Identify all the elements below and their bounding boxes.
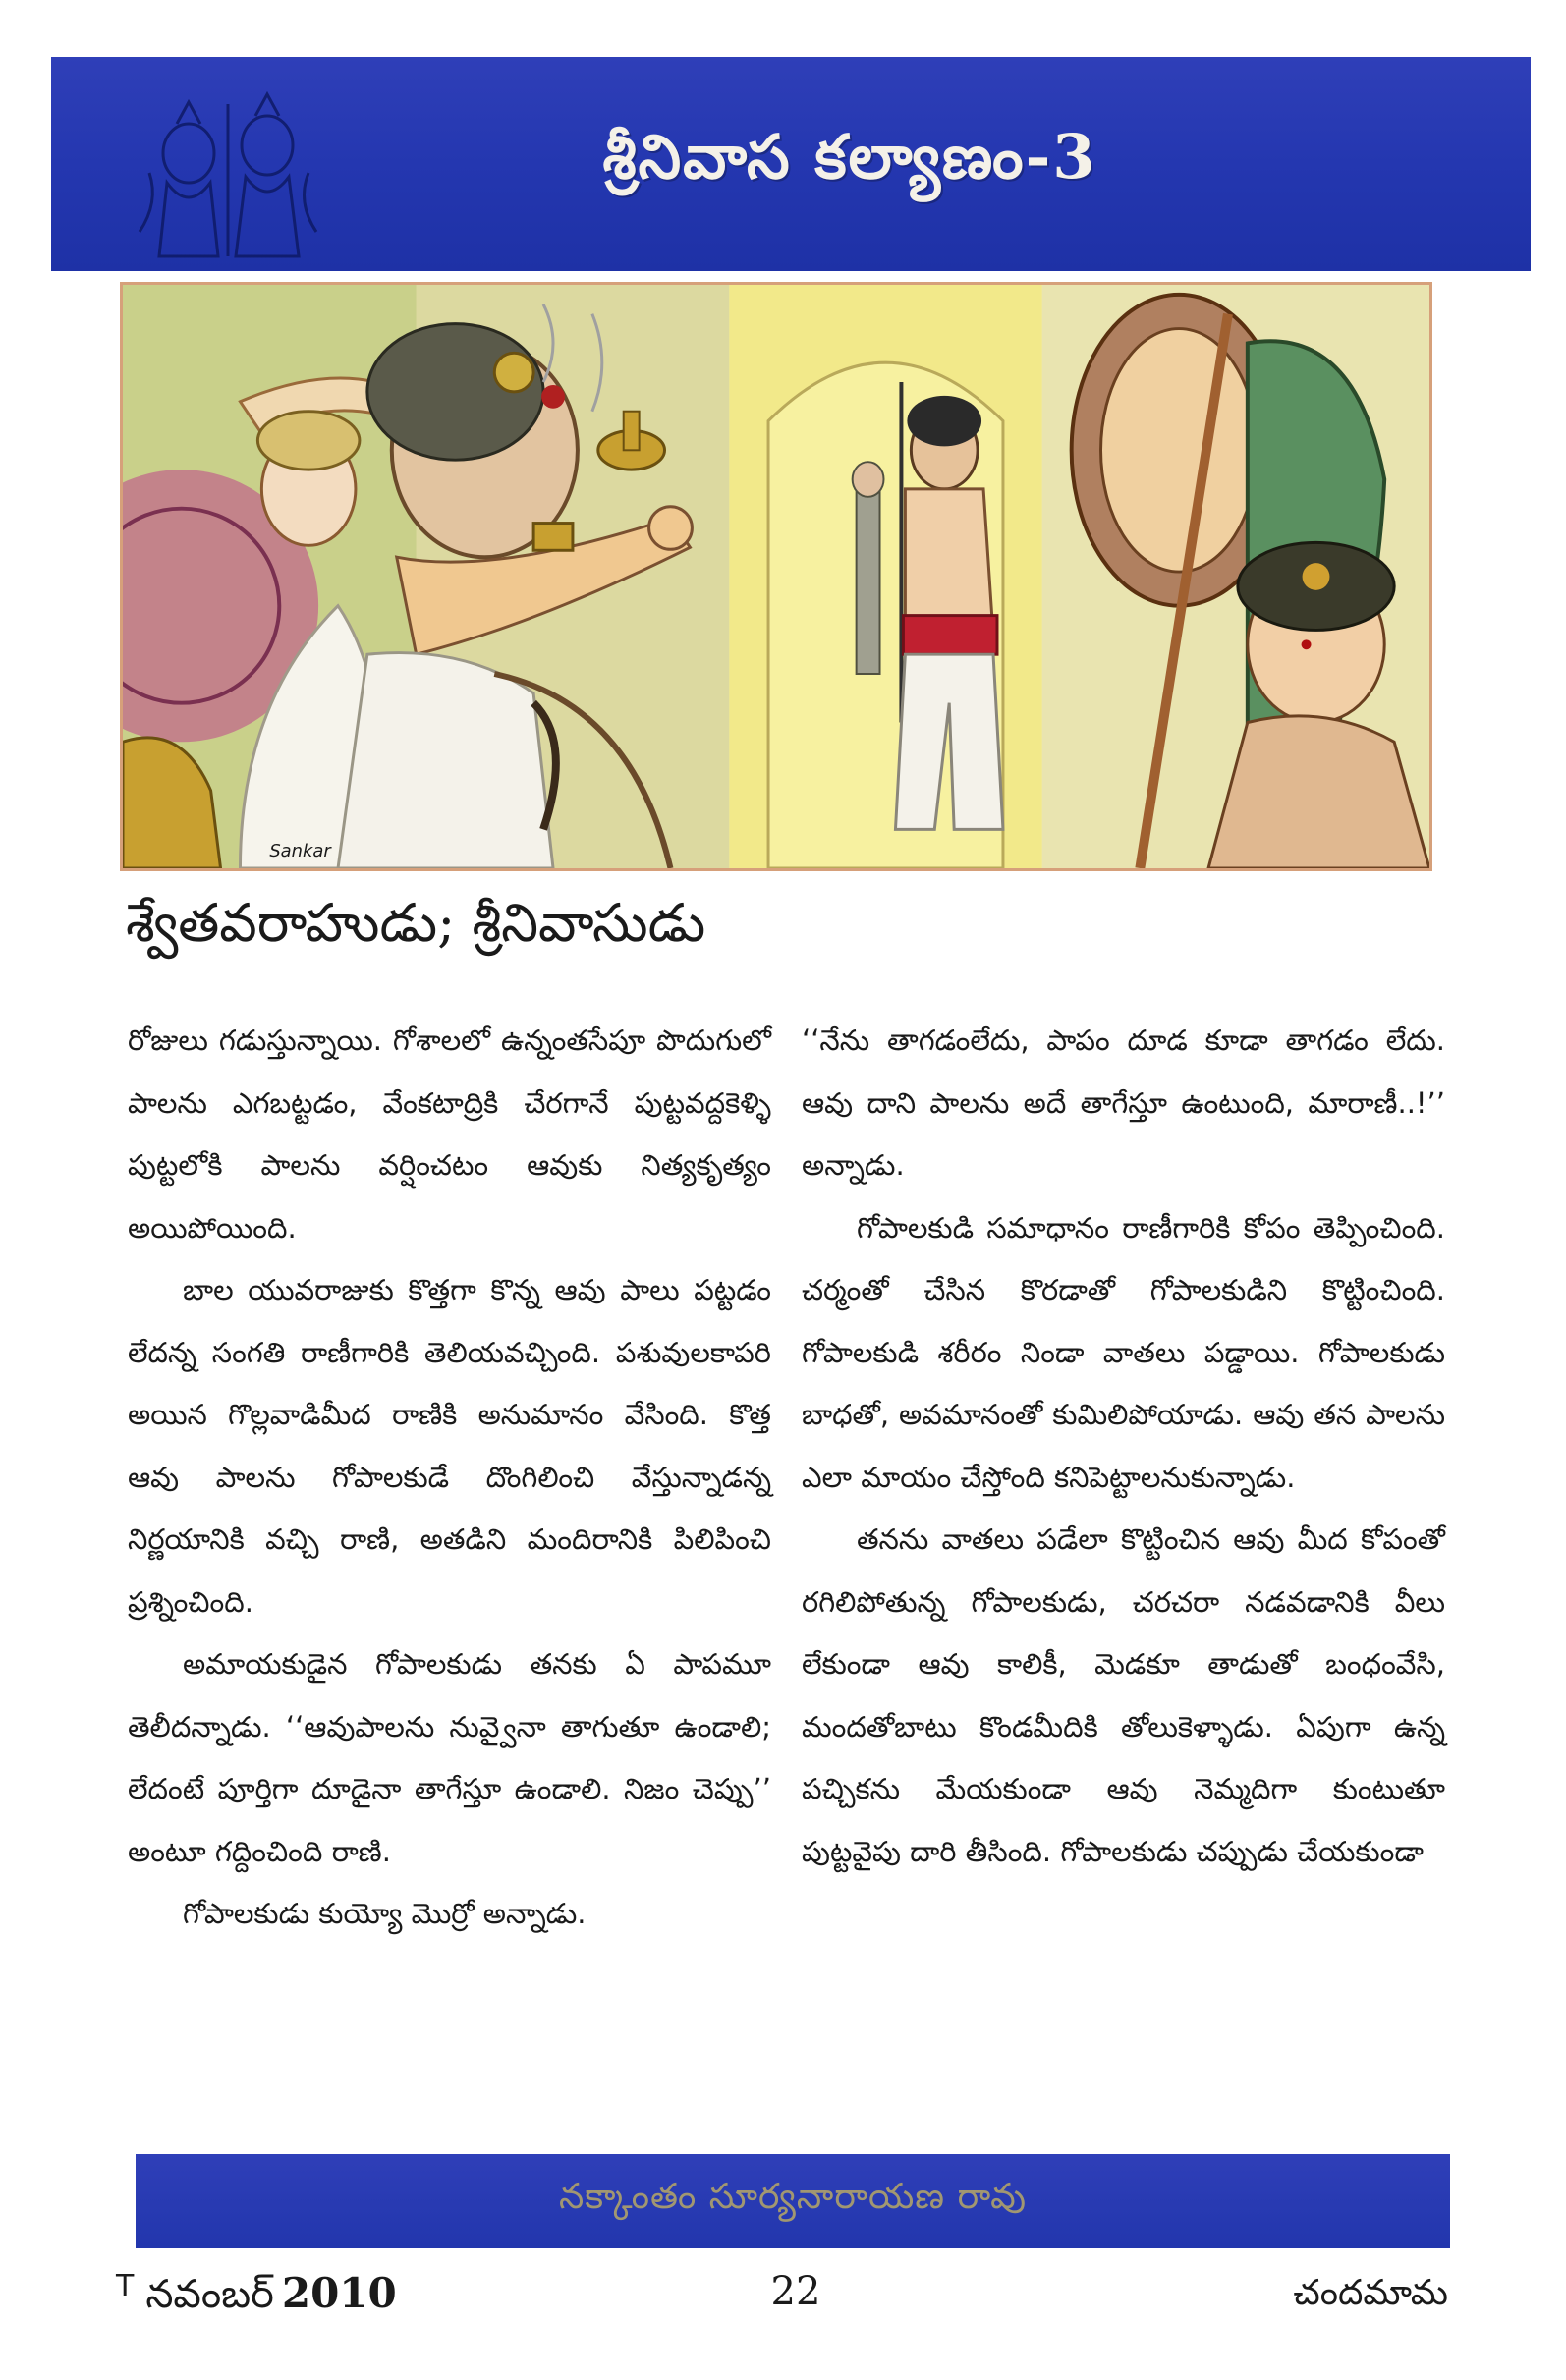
- paragraph: అమాయకుడైన గోపాలకుడు తనకు ఏ పాపమూ తెలీదన్నాడు. ‘‘ఆవుపాలను నువ్వైనా తాగుతూ ఉండాలి; లేదంటే పూర్తిగా దూడైనా తాగేస్తూ ఉండాలి. నిజం చెప్పు’’ అంటూ గద్దించింది రాణి.: [128, 1647, 771, 1868]
- story-title: శ్రీనివాస కల్యాణం-3: [602, 121, 1097, 193]
- deity-emblem-icon: [120, 84, 346, 261]
- page-marker: T: [116, 2269, 135, 2303]
- story-illustration: [120, 282, 1432, 871]
- page-footer: [0, 2259, 1566, 2338]
- issue-date: [116, 2269, 397, 2327]
- author-banner: [136, 2154, 1450, 2248]
- right-column: [802, 1010, 1445, 1883]
- paragraph: ‘‘నేను తాగడంలేదు, పాపం దూడ కూడా తాగడం లేదు. ఆవు దాని పాలను అదే తాగేస్తూ ఉంటుంది, మారాణీ..!’’ అన్నాడు.: [802, 1024, 1445, 1182]
- paragraph: రోజులు గడుస్తున్నాయి. గోశాలలో ఉన్నంతసేపూ పొదుగులో పాలను ఎగబట్టడం, వేంకటాద్రికి చేరగానే పుట్టవద్దకెళ్ళి పుట్టలోకి పాలను వర్షించటం ఆవుకు నిత్యకృత్యం అయిపోయింది.: [128, 1024, 771, 1245]
- paragraph: బాల యువరాజుకు కొత్తగా కొన్న ఆవు పాలు పట్టడం లేదన్న సంగతి రాణీగారికి తెలియవచ్చింది. పశువులకాపరి అయిన గొల్లవాడిమీద రాణికి అనుమానం వేసింది. కొత్త ఆవు పాలను గోపాలకుడే దొంగిలించి వేస్తున్నాడన్న నిర్ణయానికి వచ్చి రాణి, అతడిని మందిరానికి పిలిపించి ప్రశ్నించింది.: [128, 1273, 771, 1619]
- page-number: 22: [770, 2269, 821, 2314]
- paragraph: గోపాలకుడు కుయ్యో మొర్రో అన్నాడు.: [183, 1897, 587, 1930]
- paragraph: గోపాలకుడి సమాధానం రాణీగారికి కోపం తెప్పించింది. చర్మంతో చేసిన కొరడాతో గోపాలకుడిని కొట్టించింది. గోపాలకుడి శరీరం నిండా వాతలు పడ్డాయి. గోపాలకుడు బాధతో, అవమానంతో కుమిలిపోయాడు. ఆవు తన పాలను ఎలా మాయం చేస్తోంది కనిపెట్టాలనుకున్నాడు.: [802, 1210, 1445, 1494]
- issue-month: నవంబర్: [145, 2272, 274, 2317]
- artist-signature: Sankar: [269, 841, 331, 862]
- author-name: నక్కాంతం సూర్యనారాయణ రావు: [558, 2177, 1028, 2217]
- court-scene-illustration: [123, 285, 1429, 868]
- title-banner: [51, 57, 1531, 271]
- left-column: [128, 1010, 771, 1946]
- section-heading: శ్వేతవరాహుడు; శ్రీనివాసుడు: [126, 892, 706, 954]
- magazine-name: చందమామ: [1293, 2273, 1448, 2313]
- paragraph: తనను వాతలు పడేలా కొట్టించిన ఆవు మీద కోపంతో రగిలిపోతున్న గోపాలకుడు, చరచరా నడవడానికి వీలు లేకుండా ఆవు కాలికీ, మెడకూ తాడుతో బంధంవేసి, మందతోబాటు కొండమీదికి తోలుకెళ్ళాడు. ఏపుగా ఉన్న పచ్చికను మేయకుండా ఆవు నెమ్మదిగా కుంటుతూ పుట్టవైపు దారి తీసింది. గోపాలకుడు చప్పుడు చేయకుండా: [802, 1522, 1445, 1868]
- issue-year: 2010: [281, 2269, 397, 2317]
